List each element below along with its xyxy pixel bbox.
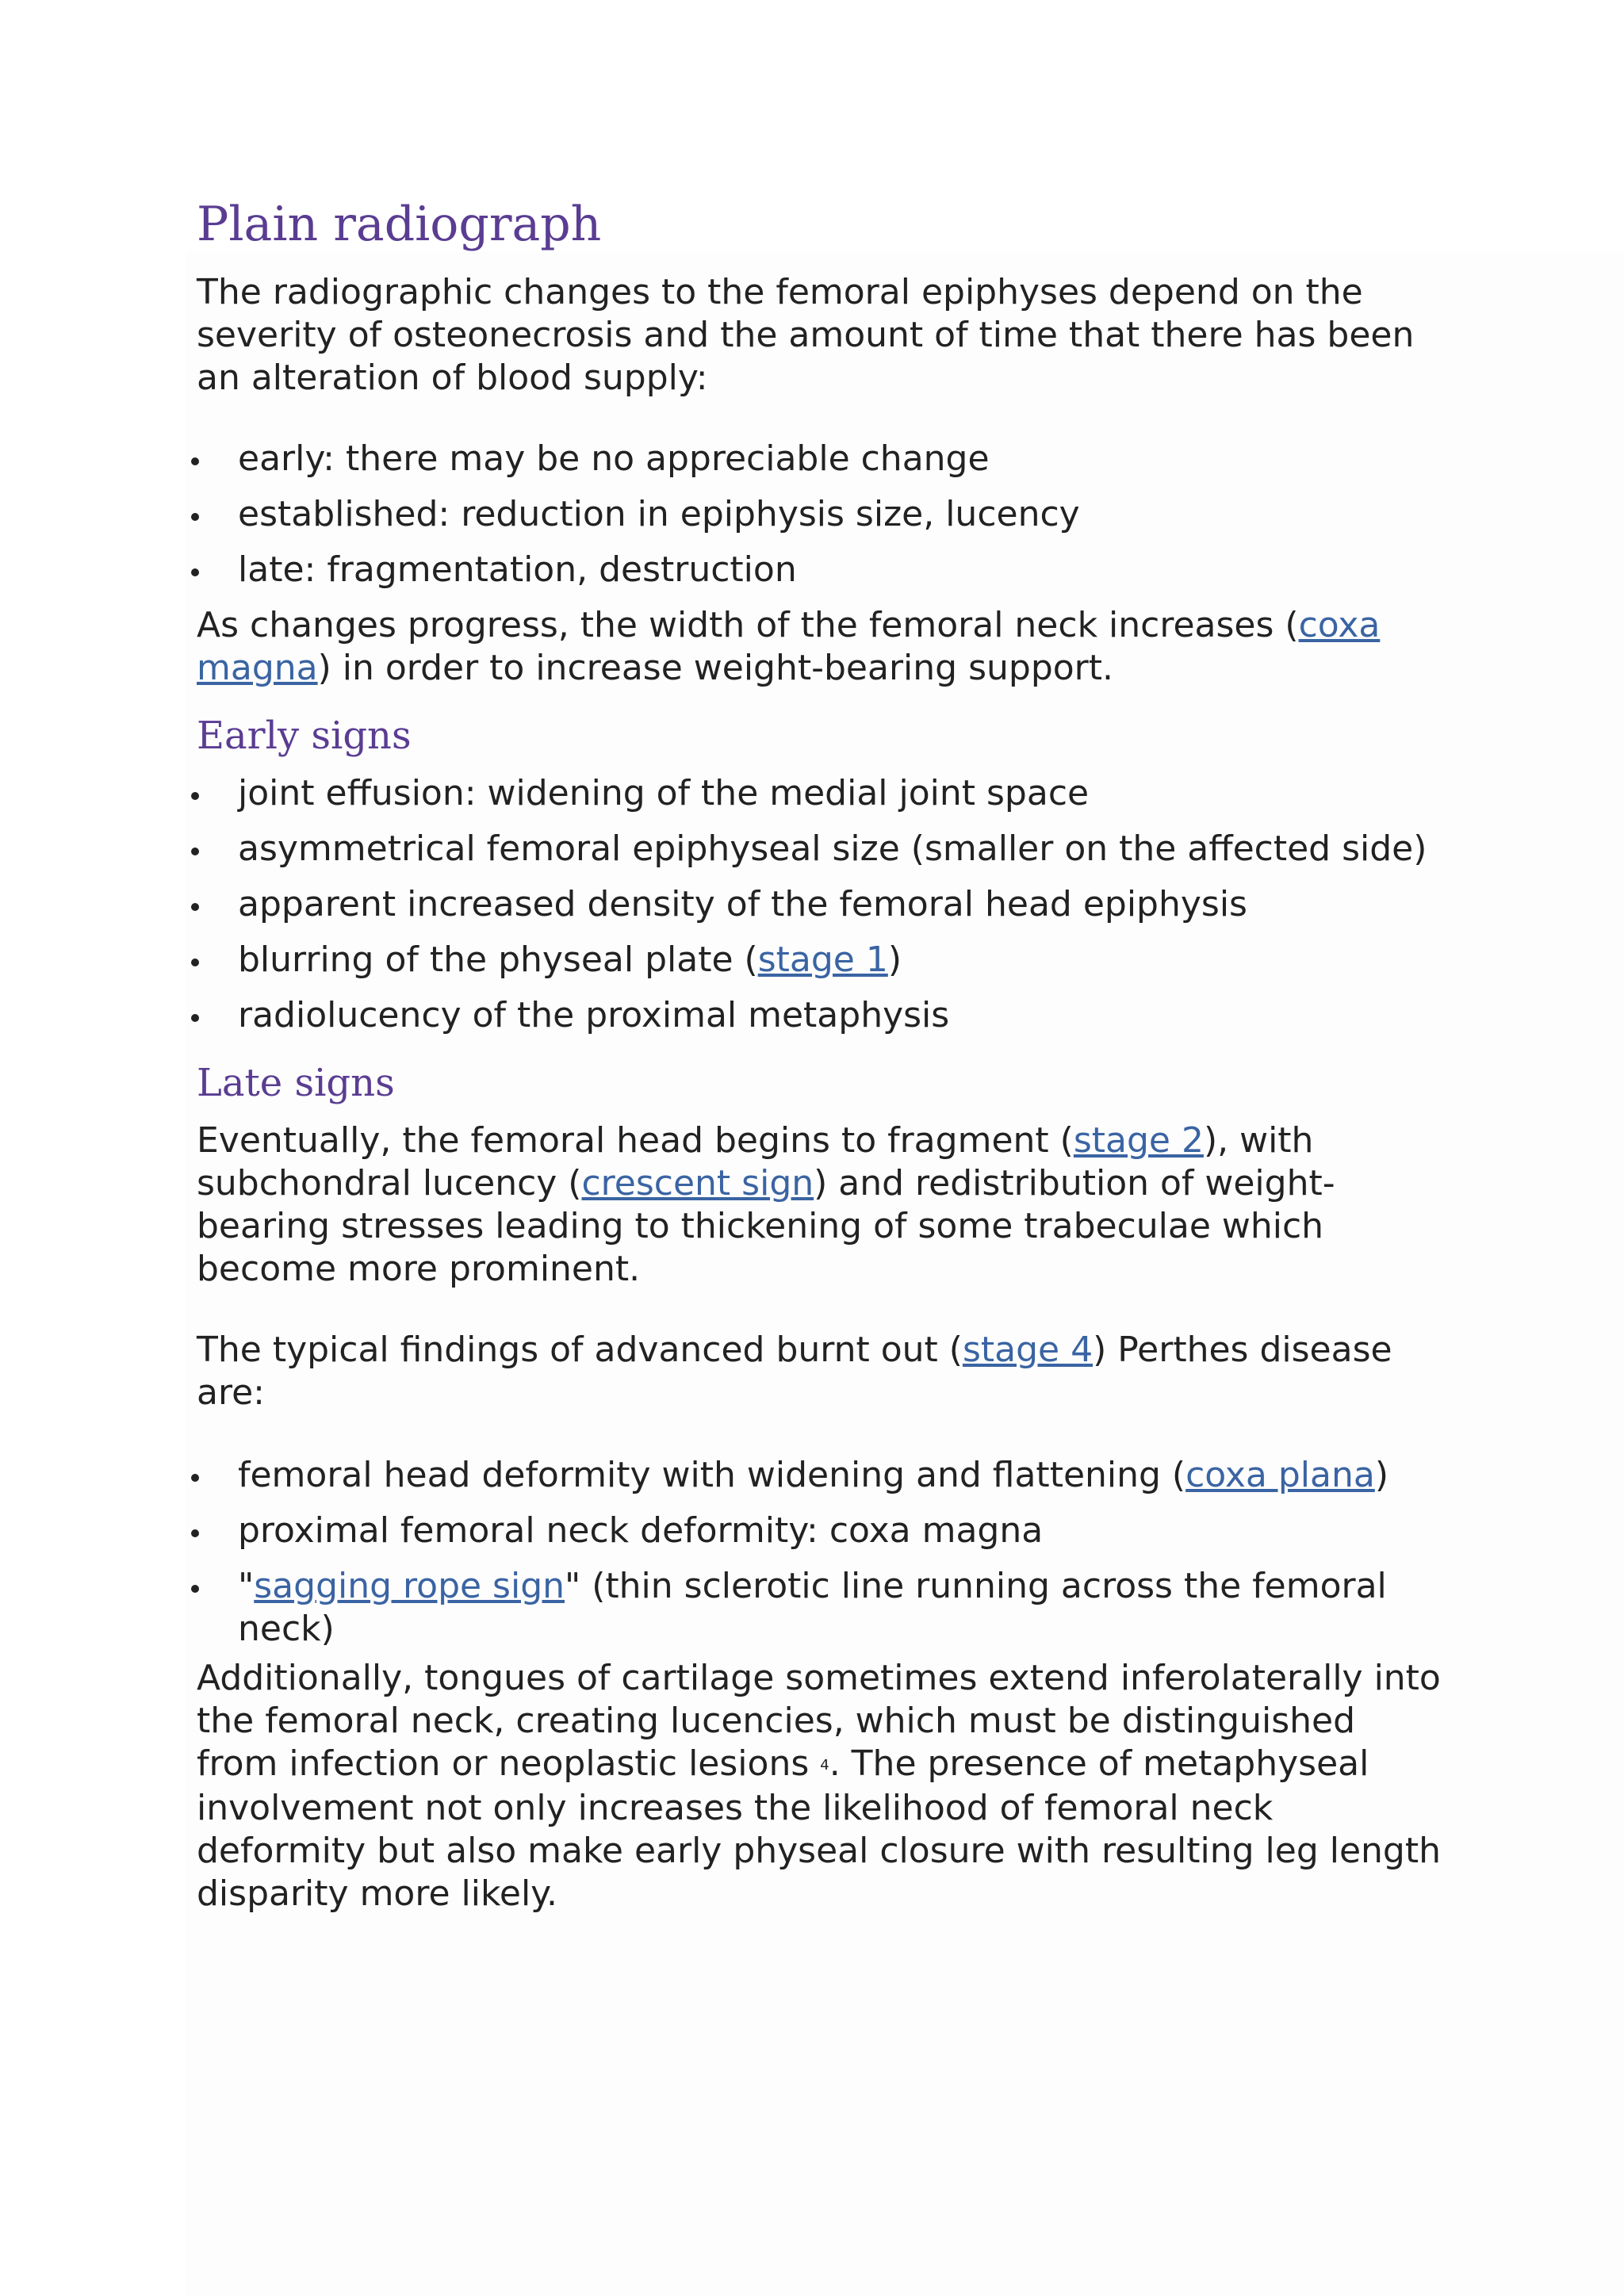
coxa-plana-link[interactable]: coxa plana: [1185, 1455, 1375, 1495]
list-item: apparent increased density of the femoral head epiphysis: [197, 883, 1442, 926]
stage-1-link[interactable]: stage 1: [757, 939, 888, 980]
text-span: " (thin sclerotic line running across the femoral neck): [238, 1566, 1387, 1649]
text-span: ), with subchondral lucency (: [197, 1120, 1314, 1203]
text-span: ) and redistribution of weight-bearing stresses leading to thickening of some trabeculae which become more prominent.: [197, 1163, 1335, 1289]
list-item: [197, 1454, 1442, 1497]
text-span: Eventually, the femoral head begins to fragment (: [197, 1120, 1074, 1161]
list-item: proximal femoral neck deformity: coxa magna: [197, 1510, 1442, 1552]
list-item: radiolucency of the proximal metaphysis: [197, 994, 1442, 1037]
text-span: blurring of the physeal plate (: [238, 939, 758, 980]
list-item: established: reduction in epiphysis size, lucency: [197, 493, 1442, 536]
progress-paragraph: [197, 604, 1442, 690]
text-span: . The presence of metaphyseal involvement not only increases the likelihood of femoral neck deformity but also make early physeal closure with resulting leg length disparity more likely.: [197, 1743, 1441, 1914]
intro-paragraph: The radiographic changes to the femoral epiphyses depend on the severity of osteonecrosis and the amount of time that there has been an alteration of blood supply:: [197, 272, 1415, 398]
coxa-magna-link[interactable]: coxa magna: [197, 605, 1381, 688]
list-item: joint effusion: widening of the medial joint space: [197, 772, 1442, 815]
reference-marker[interactable]: 4: [820, 1757, 829, 1774]
crescent-sign-link[interactable]: crescent sign: [581, 1163, 814, 1203]
text-span: As changes progress, the width of the femoral neck increases (: [197, 605, 1299, 645]
burnt-out-paragraph: [197, 1329, 1442, 1414]
section-heading-early-signs: Early signs: [197, 714, 412, 758]
text-span: The typical findings of advanced burnt out (: [197, 1330, 963, 1370]
list-item: asymmetrical femoral epiphyseal size (smaller on the affected side): [197, 828, 1442, 871]
early-signs-list: [197, 772, 1442, 1037]
article-content: [197, 189, 1442, 1915]
text-span: femoral head deformity with widening and flattening (: [238, 1455, 1186, 1495]
text-span: ): [1374, 1455, 1388, 1495]
text-span: ): [887, 939, 902, 980]
text-span: ) Perthes disease are:: [197, 1330, 1392, 1413]
page-title: Plain radiograph: [197, 197, 602, 252]
sagging-rope-sign-link[interactable]: sagging rope sign: [254, 1566, 565, 1606]
stage-list: [197, 438, 1442, 591]
section-heading-late-signs: Late signs: [197, 1061, 395, 1105]
text-span: Additionally, tongues of cartilage sometimes extend inferolaterally into the femoral neck, creating lucencies, which must be distinguished from infection or neoplastic lesions: [197, 1658, 1441, 1784]
text-span: ) in order to increase weight-bearing support.: [317, 648, 1113, 688]
stage-2-link[interactable]: stage 2: [1073, 1120, 1204, 1161]
fragmentation-paragraph: [197, 1119, 1442, 1291]
stage-4-link[interactable]: stage 4: [962, 1330, 1094, 1370]
cartilage-paragraph: [197, 1657, 1442, 1915]
text-span: ": [238, 1566, 255, 1606]
findings-list: [197, 1454, 1442, 1651]
list-item: early: there may be no appreciable change: [197, 438, 1442, 480]
list-item: [197, 939, 1442, 982]
list-item: [197, 1565, 1442, 1651]
list-item: late: fragmentation, destruction: [197, 549, 1442, 591]
